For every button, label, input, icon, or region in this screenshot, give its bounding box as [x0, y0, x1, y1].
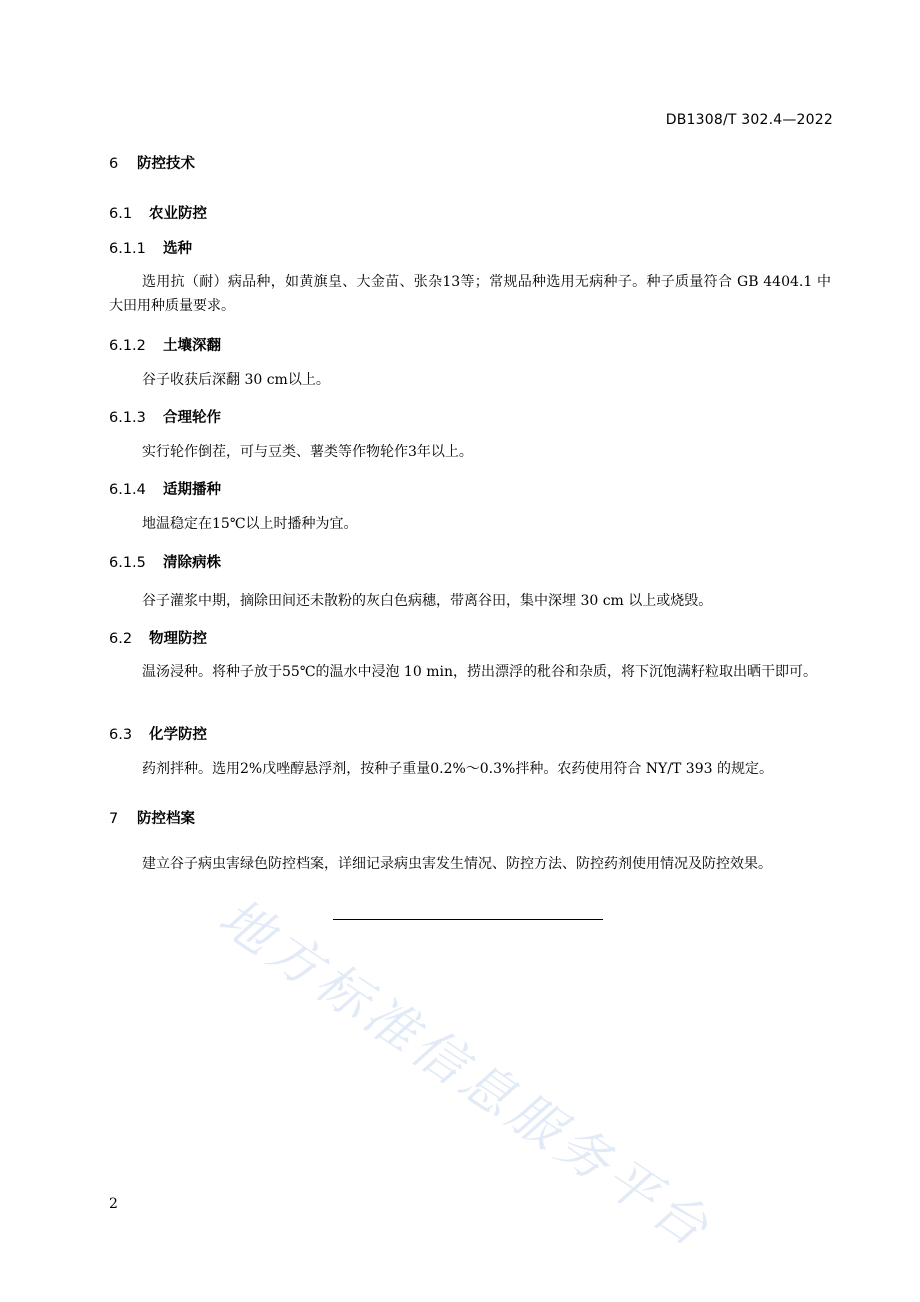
section-title: 农业防控 [149, 206, 207, 222]
section-6-1-4-text: 地温稳定在15℃以上时播种为宜。 [142, 516, 358, 532]
section-number: 6.1.3 [109, 410, 146, 426]
section-title: 清除病株 [163, 555, 221, 571]
section-number: 6.1.1 [109, 241, 146, 257]
section-title: 合理轮作 [163, 410, 221, 426]
section-title: 适期播种 [163, 482, 221, 498]
section-6-3-heading [109, 723, 207, 744]
section-title: 防控档案 [137, 811, 195, 827]
document-code: DB1308/T 302.4—2022 [665, 112, 833, 128]
watermark: 地方标准信息服务平台 [208, 887, 723, 1262]
section-6-1-4-heading [109, 478, 221, 499]
section-6-1-2-text: 谷子收获后深翻 30 cm以上。 [142, 372, 330, 388]
page-number: 2 [109, 1196, 118, 1212]
section-title: 防控技术 [137, 156, 195, 172]
section-6-heading [109, 152, 195, 173]
section-title: 土壤深翻 [163, 338, 221, 354]
end-divider [333, 919, 603, 920]
section-6-1-5-text: 谷子灌浆中期，摘除田间还未散粉的灰白色病穗，带离谷田，集中深埋 30 cm 以上或烧毁。 [142, 593, 713, 609]
section-6-1-1-text: 选用抗（耐）病品种，如黄旗皇、大金苗、张杂13等；常规品种选用无病种子。种子质量符合 GB 4404.1 中大田用种质量要求。 [109, 274, 831, 314]
section-title: 化学防控 [149, 727, 207, 743]
section-6-2-heading [109, 627, 207, 648]
section-7-text: 建立谷子病虫害绿色防控档案，详细记录病虫害发生情况、防控方法、防控药剂使用情况及防控效果。 [142, 856, 772, 872]
section-number: 6.1.5 [109, 555, 146, 571]
section-number: 6.1 [109, 206, 133, 222]
section-title: 选种 [163, 241, 192, 257]
section-6-1-1-heading [109, 237, 192, 258]
section-number: 6.3 [109, 727, 133, 743]
section-number: 6.1.2 [109, 338, 146, 354]
section-6-1-3-heading [109, 406, 221, 427]
section-7-heading [109, 807, 195, 828]
section-title: 物理防控 [149, 631, 207, 647]
section-6-2-text: 温汤浸种。将种子放于55℃的温水中浸泡 10 min，捞出漂浮的秕谷和杂质，将下沉饱满籽粒取出晒干即可。 [142, 664, 817, 680]
section-number: 6 [109, 156, 119, 172]
section-6-1-5-heading [109, 551, 221, 572]
section-6-3-text: 药剂拌种。选用2%戊唑醇悬浮剂，按种子重量0.2%～0.3%拌种。农药使用符合 NY/T 393 的规定。 [142, 761, 773, 777]
section-6-1-2-heading [109, 334, 221, 355]
section-number: 6.2 [109, 631, 133, 647]
section-6-1-3-text: 实行轮作倒茬，可与豆类、薯类等作物轮作3年以上。 [142, 444, 473, 460]
section-number: 7 [109, 811, 119, 827]
section-number: 6.1.4 [109, 482, 146, 498]
section-6-1-heading [109, 202, 207, 223]
